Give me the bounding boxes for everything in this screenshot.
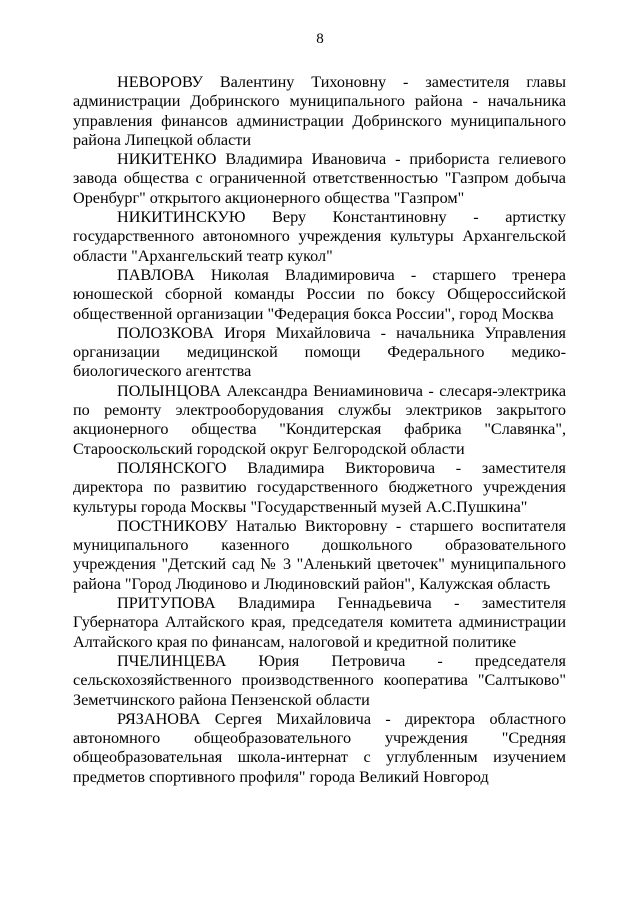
- award-list: [73, 73, 566, 787]
- list-item: РЯЗАНОВА Сергея Михайловича - директора областного автономного общеобразовательного учреждения "Средняя общеобразовательная школа-интернат с углубленным изучением предметов спортивного профиля" города Великий Новгород: [73, 709, 566, 786]
- list-item: ПОСТНИКОВУ Наталью Викторовну - старшего воспитателя муниципального казенного дошкольного образовательного учреждения "Детский сад № 3 "Аленький цветочек" муниципального района "Город Людиново и Людиновский район", Калужская область: [73, 516, 566, 593]
- list-item: ПАВЛОВА Николая Владимировича - старшего тренера юношеской сборной команды России по боксу Общероссийской общественной организации "Федерация бокса России", город Москва: [73, 265, 566, 323]
- page-number: 8: [316, 31, 324, 47]
- list-item: ПОЛЫНЦОВА Александра Вениаминовича - слесаря-электрика по ремонту электрооборудования службы электриков закрытого акционерного общества "Кондитерская фабрика "Славянка", Старооскольский городской округ Белгородской области: [73, 381, 566, 458]
- list-item: ПОЛОЗКОВА Игоря Михайловича - начальника Управления организации медицинской помощи Федерального медико-биологического агентства: [73, 323, 566, 381]
- list-item: ПОЛЯНСКОГО Владимира Викторовича - заместителя директора по развитию государственного бюджетного учреждения культуры города Москвы "Государственный музей А.С.Пушкина": [73, 458, 566, 516]
- list-item: ПРИТУПОВА Владимира Геннадьевича - заместителя Губернатора Алтайского края, председателя комитета администрации Алтайского края по финансам, налоговой и кредитной политике: [73, 594, 566, 651]
- list-item: НИКИТЕНКО Владимира Ивановича - прибориста гелиевого завода общества с ограниченной ответственностью "Газпром добыча Оренбург" открытого акционерного общества "Газпром": [73, 150, 566, 207]
- list-item: НИКИТИНСКУЮ Веру Константиновну - артистку государственного автономного учреждения культуры Архангельской области "Архангельский театр кукол": [73, 208, 566, 265]
- list-item: НЕВОРОВУ Валентину Тихоновну - заместителя главы администрации Добринского муниципального района - начальника управления финансов администрации Добринского муниципального района Липецкой области: [73, 73, 566, 149]
- list-item: ПЧЕЛИНЦЕВА Юрия Петровича - председателя сельскохозяйственного производственного кооператива "Салтыково" Земетчинского района Пензенской области: [73, 651, 566, 709]
